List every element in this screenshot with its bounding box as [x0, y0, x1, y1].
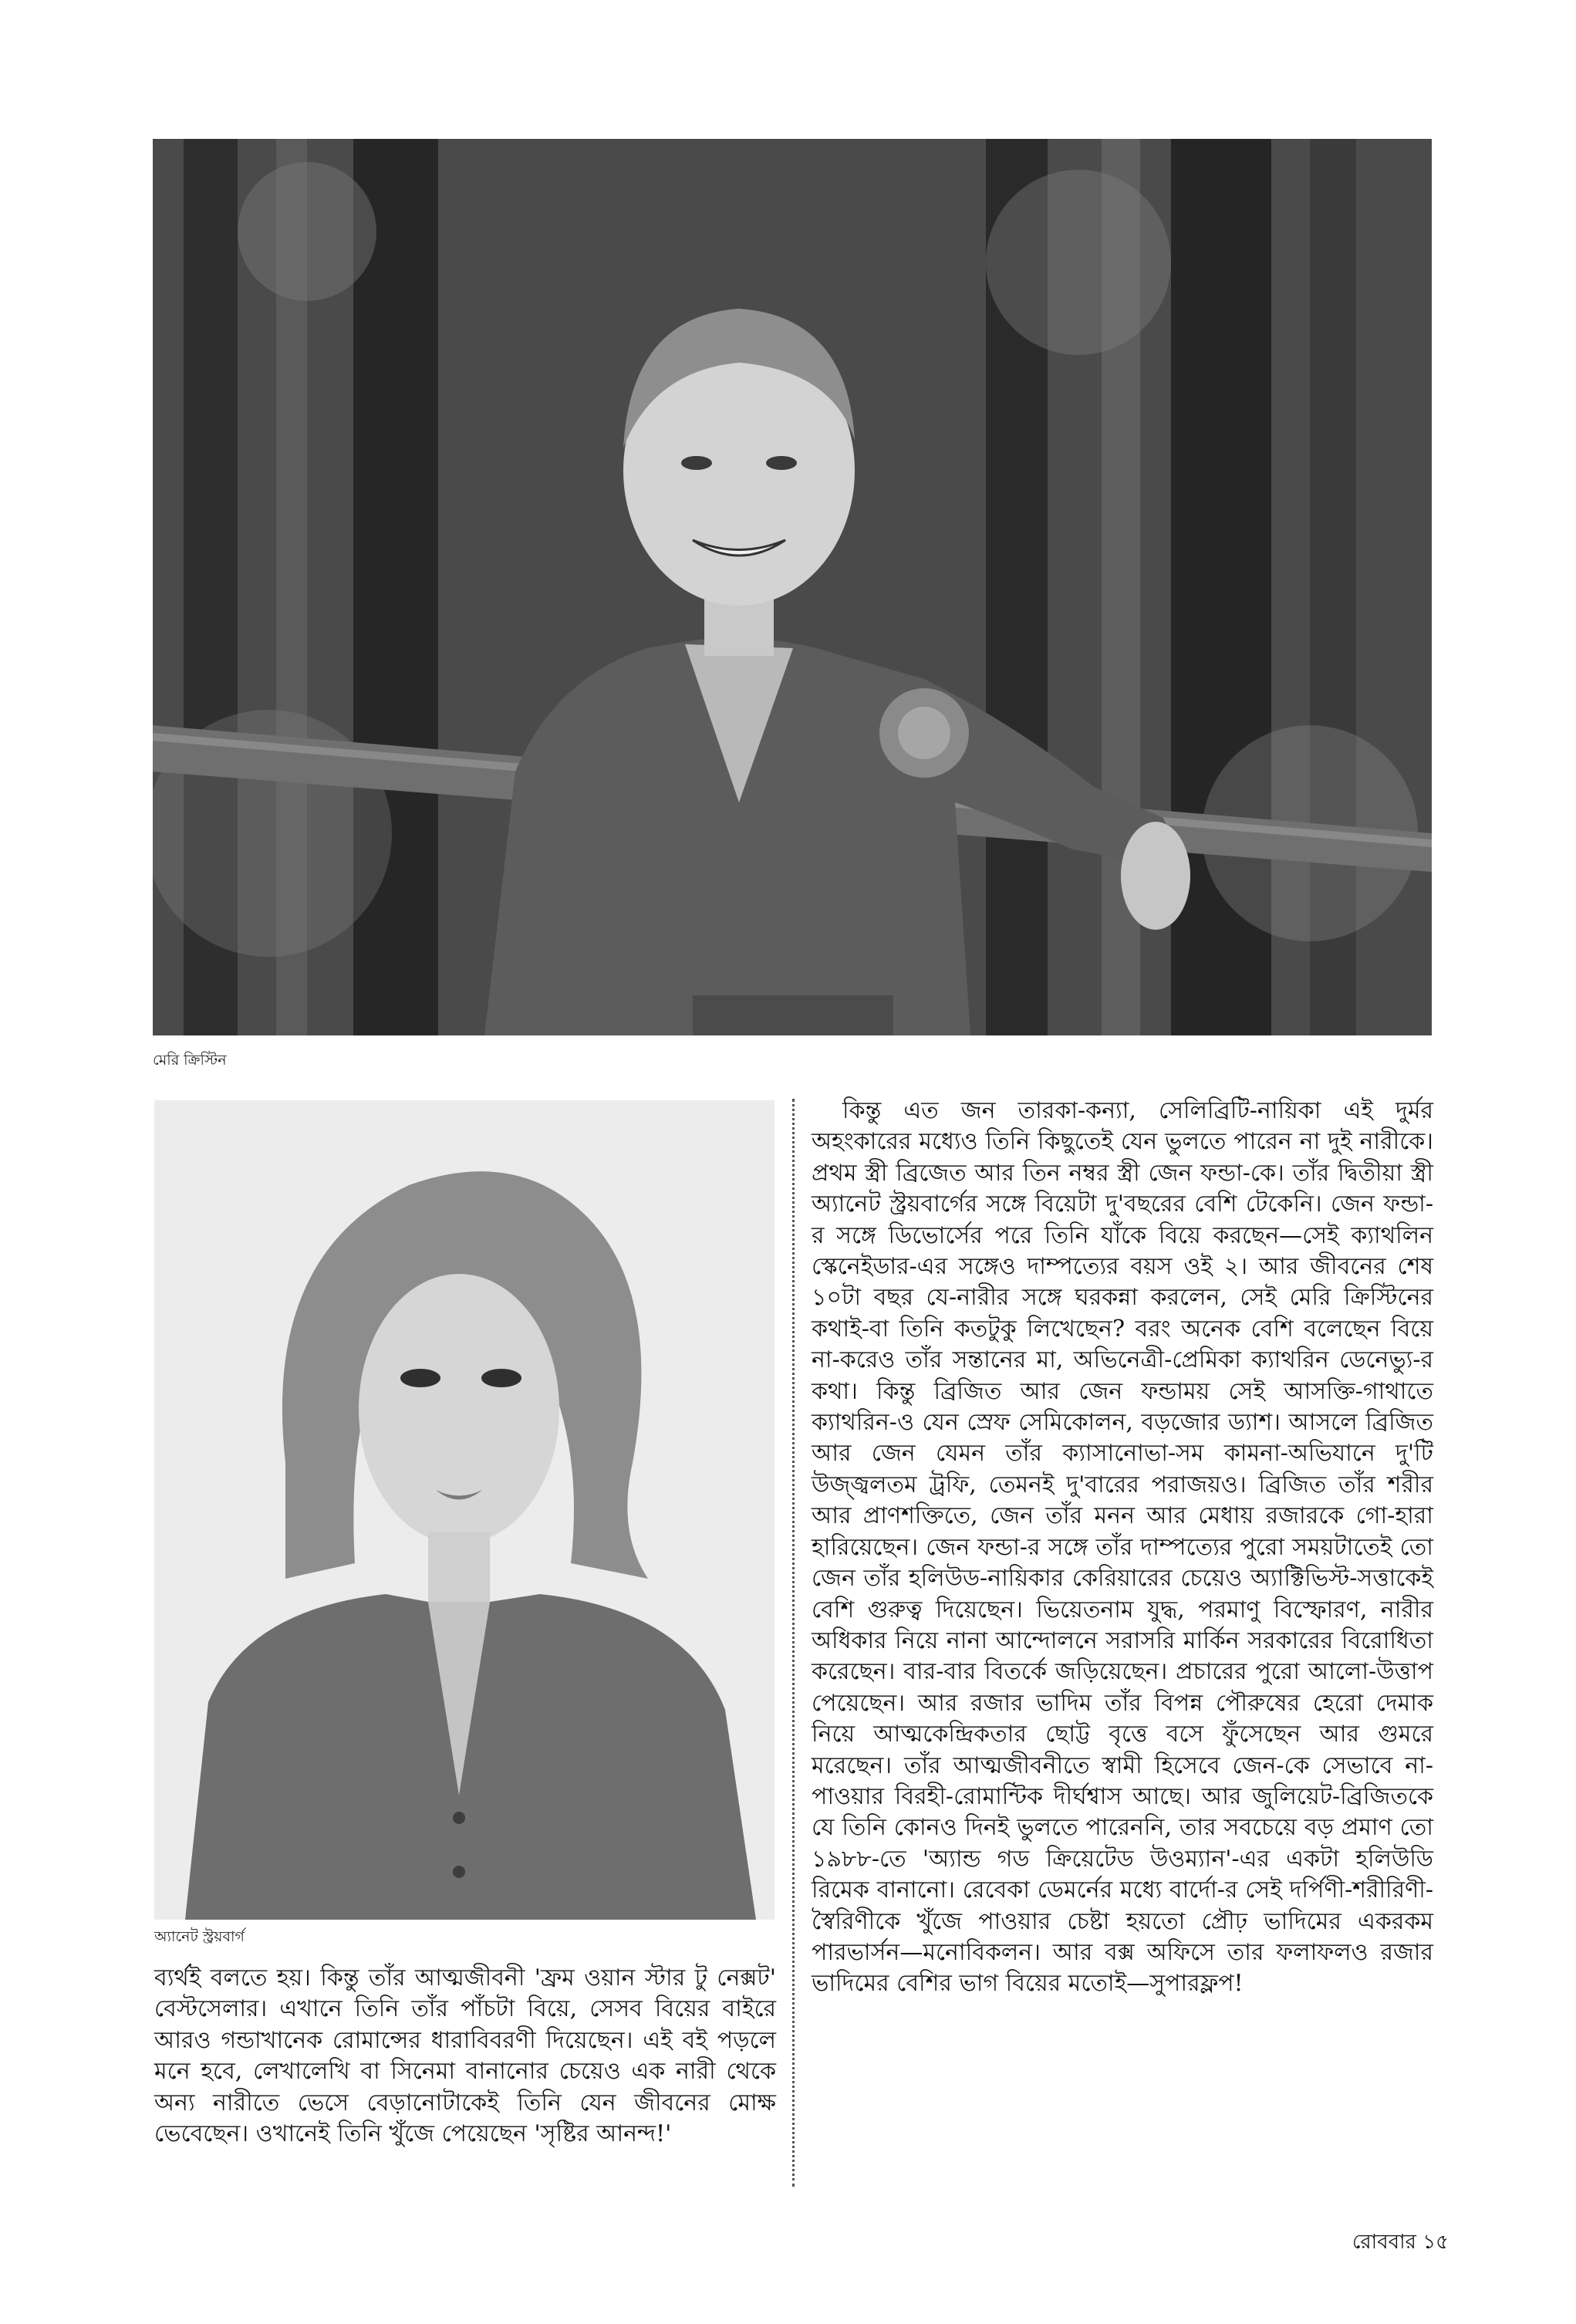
- portrait-image-forest: [153, 139, 1432, 1035]
- photo-mary-christine: [153, 139, 1432, 1035]
- photo-annette-stroyberg: [154, 1100, 775, 1920]
- article-right-column: কিন্তু এত জন তারকা-কন্যা, সেলিব্রিটি-নায়িকা এই দুর্মর অহংকারের মধ্যেও তিনি কিছুতেই যেন ভুলতে পারেন না দুই নারীকে। প্রথম স্ত্রী ব্রিজেত আর তিন নম্বর স্ত্রী জেন ফন্ডা-কে। তাঁর দ্বিতীয়া স্ত্রী অ্যানেট স্ট্রয়বার্গের সঙ্গে বিয়েটা দু'বছরের বেশি টেকেনি। জেন ফন্ডা-র সঙ্গে ডিভোর্সের পরে তিনি যাঁকে বিয়ে করছেন—সেই ক্যাথলিন স্কেনেইডার-এর সঙ্গেও দাম্পত্যের বয়স ওই ২। আর জীবনের শেষ ১০টা বছর যে-নারীর সঙ্গে ঘরকন্না করলেন, সেই মেরি ক্রিস্টিনের কথাই-বা তিনি কতটুকু লিখেছেন? বরং অনেক বেশি বলেছেন বিয়ে না-করেও তাঁর সন্তানের মা, অভিনেত্রী-প্রেমিকা ক্যাথরিন ডেনেভ্যু-র কথা। কিন্তু ব্রিজিত আর জেন ফন্ডাময় সেই আসক্তি-গাথাতে ক্যাথরিন-ও যেন স্রেফ সেমিকোলন, বড়জোর ড্যাশ। আসলে ব্রিজিত আর জেন যেমন তাঁর ক্যাসানোভা-সম কামনা-অভিযানে দু'টি উজ্জ্বলতম ট্রফি, তেমনই দু'বারের পরাজয়ও। ব্রিজিত তাঁর শরীর আর প্রাণশক্তিতে, জেন তাঁর মনন আর মেধায় রজারকে গো-হারা হারিয়েছেন। জেন ফন্ডা-র সঙ্গে তাঁর দাম্পত্যের পুরো সময়টাতেই তো জেন তাঁর হলিউড-নায়িকার কেরিয়ারের চেয়েও অ্যাক্টিভিস্ট-সত্তাকেই বেশি গুরুত্ব দিয়েছেন। ভিয়েতনাম যুদ্ধ, পরমাণু বিস্ফোরণ, নারীর অধিকার নিয়ে নানা আন্দোলনে সরাসরি মার্কিন সরকারের বিরোধিতা করেছেন। বার-বার বিতর্কে জড়িয়েছেন। প্রচারের পুরো আলো-উত্তাপ পেয়েছেন। আর রজার ভাদিম তাঁর বিপন্ন পৌরুষের হেরো দেমাক নিয়ে আত্মকেন্দ্রিকতার ছোট্ট বৃত্তে বসে ফুঁসেছেন আর গুমরে মরেছেন। তাঁর আত্মজীবনীতে স্বামী হিসেবে জেন-কে সেভাবে না-পাওয়ার বিরহী-রোমান্টিক দীর্ঘশ্বাস আছে। আর জুলিয়েট-ব্রিজিতকে যে তিনি কোনও দিনই ভুলতে পারেননি, তার সবচেয়ে বড় প্রমাণ তো ১৯৮৮-তে 'অ্যান্ড গড ক্রিয়েটেড উওম্যান'-এর একটা হলিউডি রিমেক বানানো। রেবেকা ডেমর্নের মধ্যে বার্দো-র সেই দর্পিণী-শরীরিণী-স্বৈরিণীকে খুঁজে পাওয়ার চেষ্টা হয়তো প্রৌঢ় ভাদিমের একরকম পারভার্সন—মনোবিকলন। আর বক্স অফিসে তার ফলাফলও রজার ভাদিমের বেশির ভাগ বিয়ের মতোই—সুপারফ্লপ!: [812, 1097, 1433, 1998]
- portrait-image-studio: [154, 1100, 775, 1920]
- article-left-column: ব্যর্থই বলতে হয়। কিন্তু তাঁর আত্মজীবনী 'ফ্রম ওয়ান স্টার টু নেক্সট' বেস্টসেলার। এখানে তিনি তাঁর পাঁচটা বিয়ে, সেসব বিয়ের বাইরে আরও গন্ডাখানেক রোমান্সের ধারাবিবরণী দিয়েছেন। এই বই পড়লে মনে হবে, লেখালেখি বা সিনেমা বানানোর চেয়েও এক নারী থেকে অন্য নারীতে ভেসে বেড়ানোটাকেই তিনি যেন জীবনের মোক্ষ ভেবেছেন। ওখানেই তিনি খুঁজে পেয়েছেন 'সৃষ্টির আনন্দ!': [154, 1964, 776, 2148]
- column-divider: [792, 1099, 795, 2187]
- page-folio: রোববার ১৫: [1352, 2231, 1449, 2254]
- caption-top-photo: মেরি ক্রিস্টিন: [153, 1052, 227, 1069]
- caption-left-photo: অ্যানেট স্ট্রয়বার্গ: [154, 1928, 245, 1945]
